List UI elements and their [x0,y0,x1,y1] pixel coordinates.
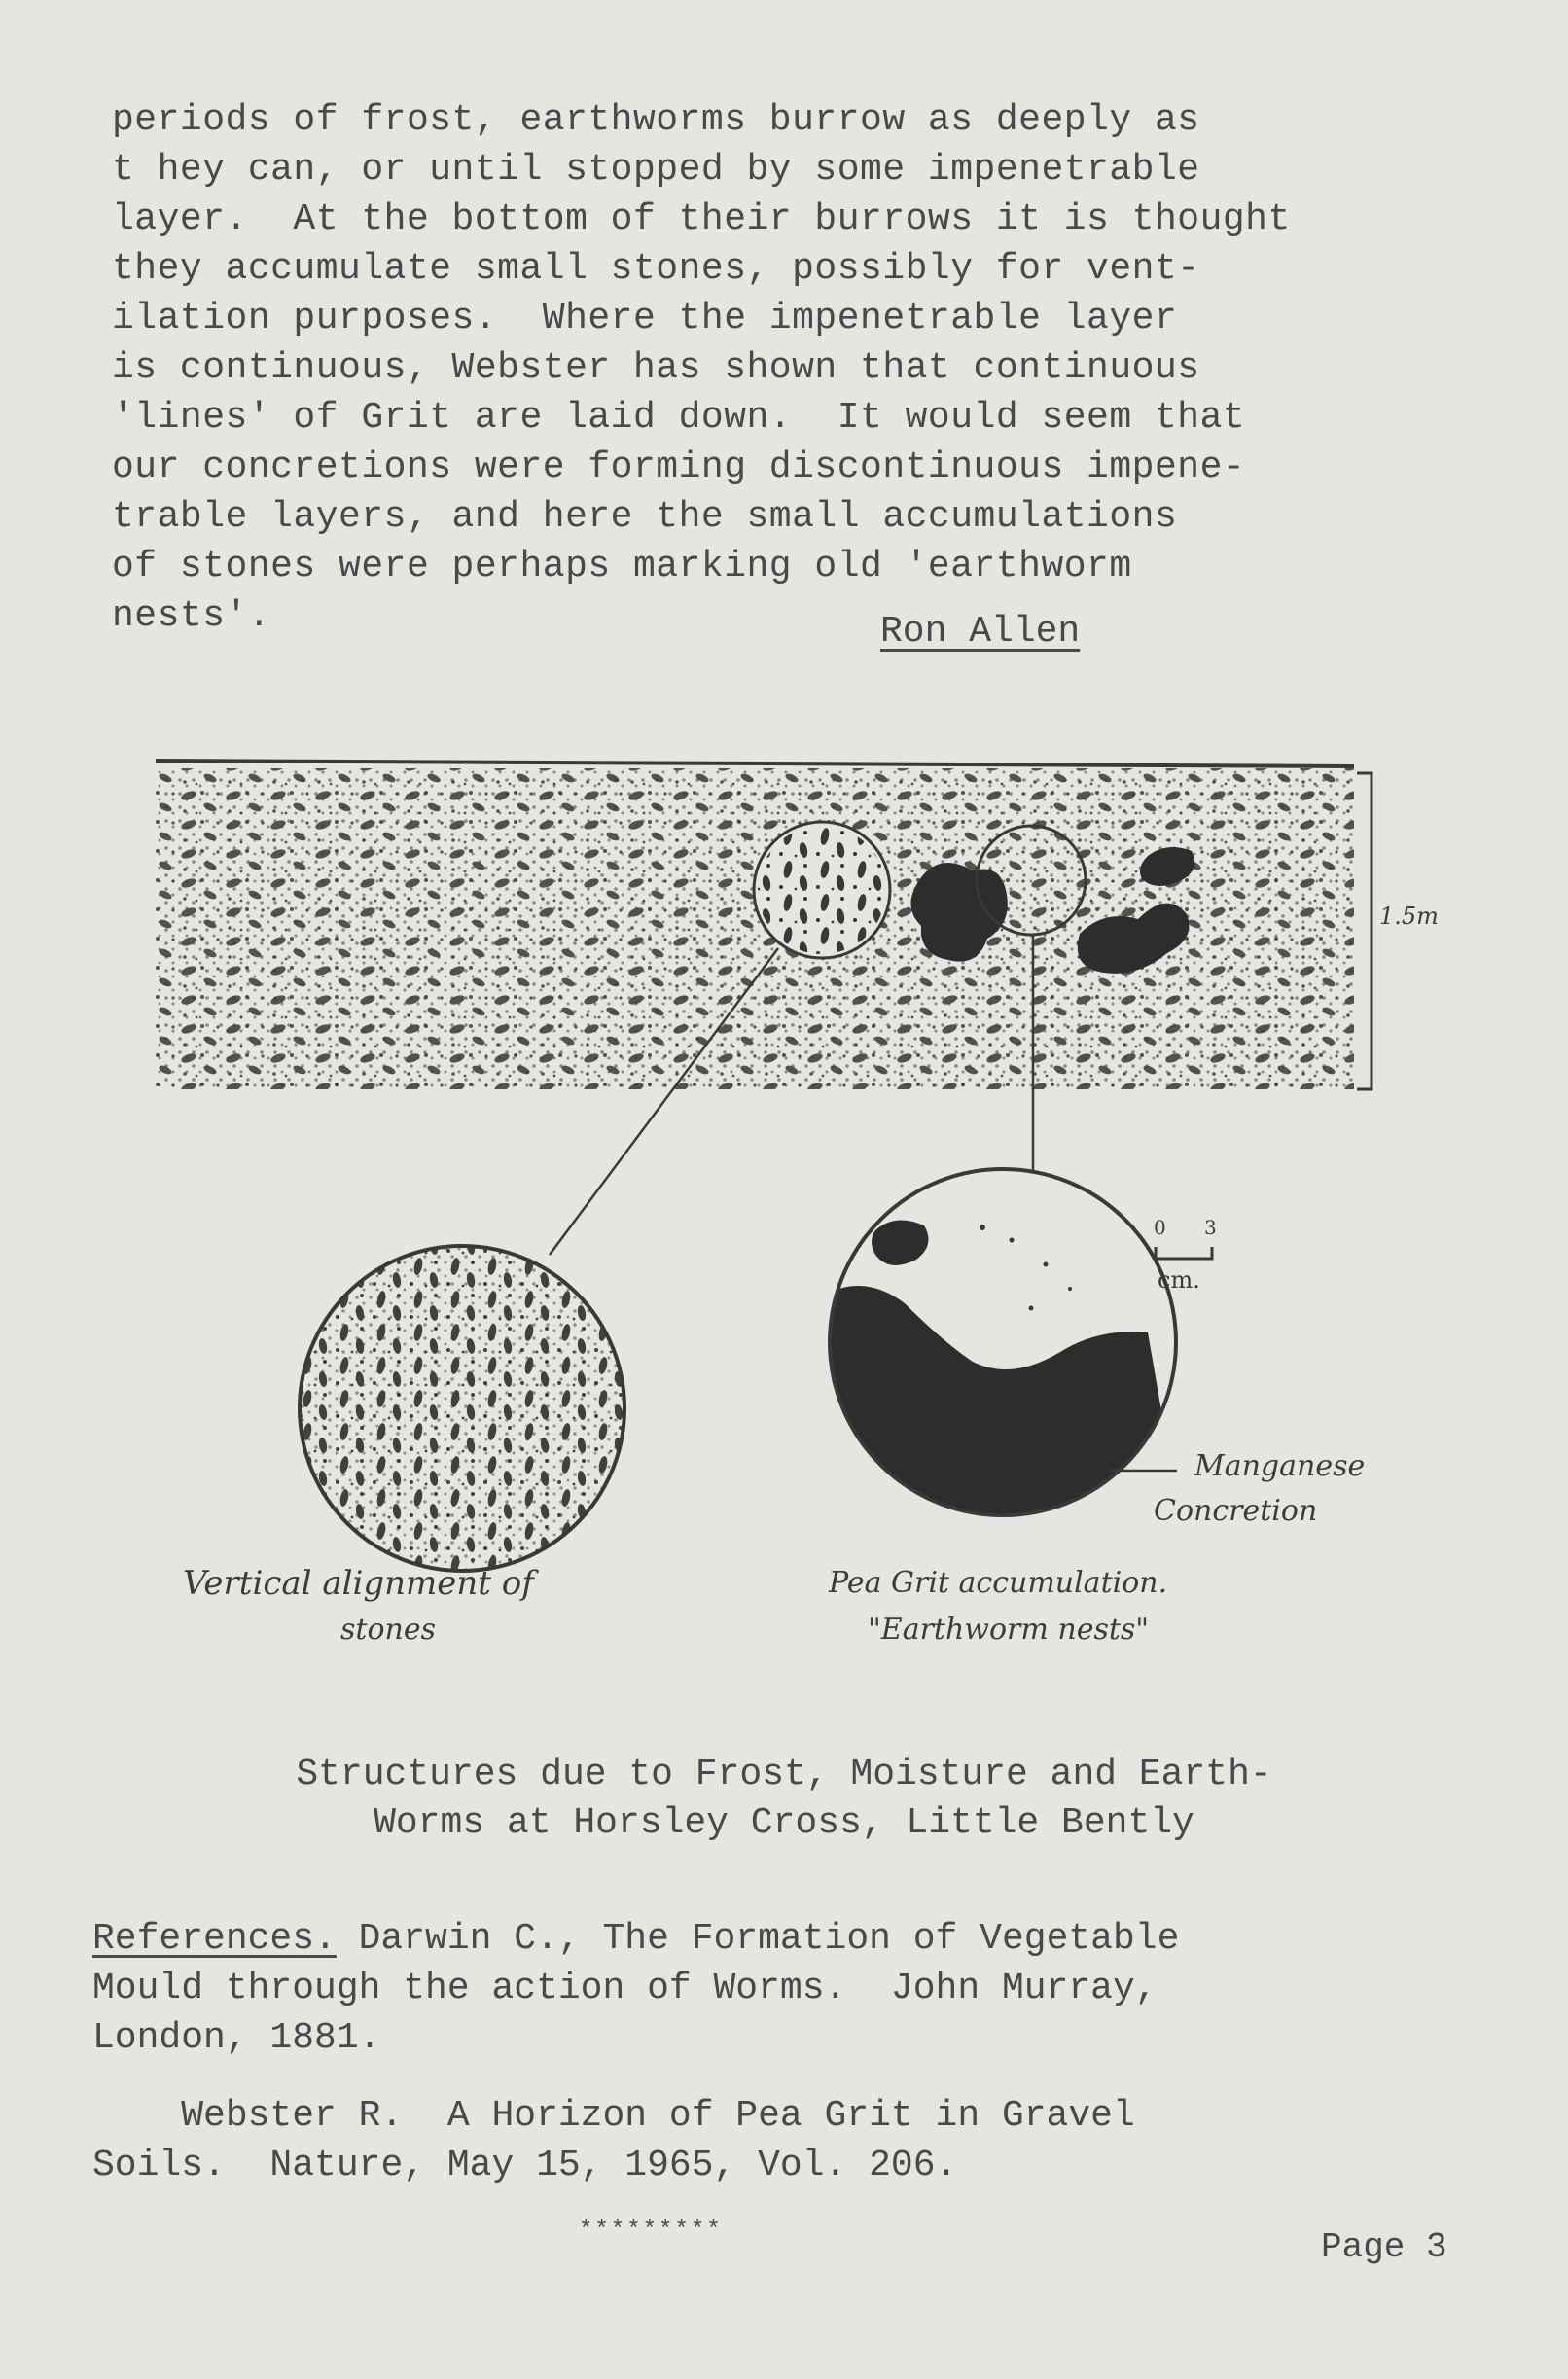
reference-line: London, 1881. [92,2017,381,2059]
body-line: of stones were perhaps marking old 'earthworm [112,546,1132,587]
label-concretion: Concretion [1154,1494,1318,1528]
body-line: 'lines' of Grit are laid down. It would seem that [112,397,1246,439]
body-line: is continuous, Webster has shown that continuous [112,347,1200,389]
scale-three: 3 [1204,1216,1217,1239]
body-line: periods of frost, earthworms burrow as deeply as [112,99,1200,141]
author-signature: Ron Allen [880,611,1081,653]
body-line: t hey can, or until stopped by some impenetrable [112,149,1200,191]
body-line: trable layers, and here the small accumulations [112,496,1178,538]
reference-1-part: Darwin C., The Formation of Vegetable [336,1918,1180,1960]
depth-label: 1.5m [1379,903,1439,930]
body-line: layer. At the bottom of their burrows it is thought [112,198,1291,240]
reference-line: Mould through the action of Worms. John Murray, [92,1968,1158,2009]
scale-bar [1156,1247,1212,1259]
figure-caption-line-1: Structures due to Frost, Moisture and Earth- [296,1754,1272,1795]
label-pea-grit: Pea Grit accumulation. [829,1566,1168,1600]
body-line: our concretions were forming discontinuous impene- [112,446,1246,488]
body-line: they accumulate small stones, possibly for vent- [112,248,1200,290]
references-heading: References. [92,1918,337,1960]
section-divider-stars: ********* [579,2218,723,2244]
pea-grit-circle [817,1169,1187,1556]
label-vertical-alignment: Vertical alignment of [183,1564,534,1603]
body-line: nests'. [112,595,271,637]
reference-line: Soils. Nature, May 15, 1965, Vol. 206. [92,2145,958,2186]
scale-unit: cm. [1158,1266,1200,1294]
reference-line: Webster R. A Horizon of Pea Grit in Gravel [92,2095,1135,2137]
scale-zero: 0 [1154,1216,1166,1239]
figure-caption-line-2: Worms at Horsley Cross, Little Bently [374,1802,1194,1844]
body-line: ilation purposes. Where the impenetrable layer [112,298,1178,339]
label-earthworm-nests: "Earthworm nests" [868,1613,1150,1647]
reference-line [92,1914,1179,1964]
label-manganese: Manganese [1194,1449,1366,1483]
vertical-alignment-circle [292,1240,632,1580]
page-number: Page 3 [1321,2227,1447,2267]
soil-section [156,761,1372,1089]
label-stones: stones [340,1613,436,1647]
